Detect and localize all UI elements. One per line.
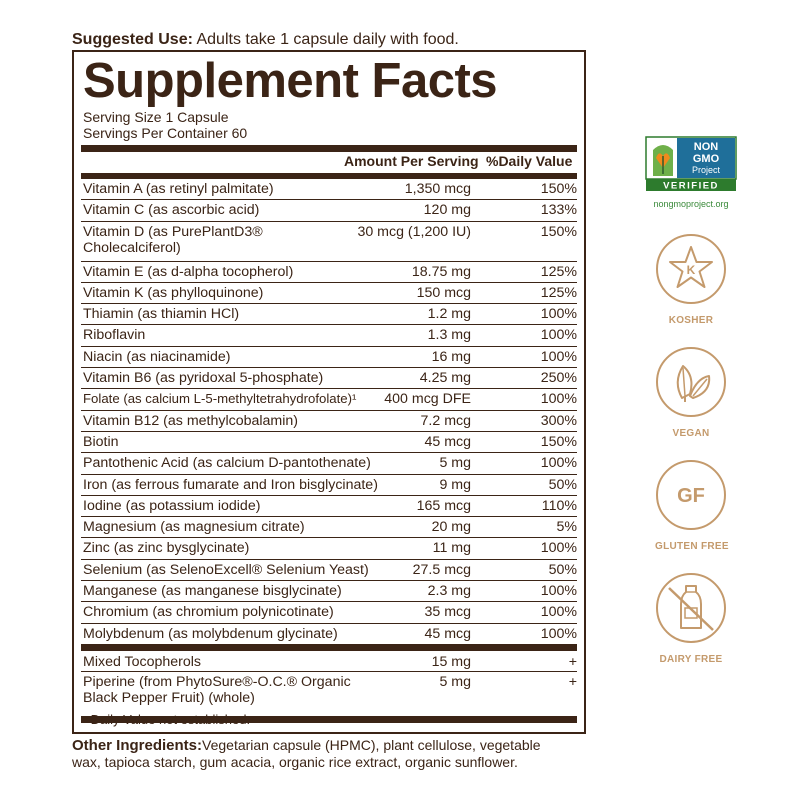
nutrient-amount: 9 mg [439,476,471,493]
nutrient-amount: 18.75 mg [411,263,471,280]
other-ingredients-label: Other Ingredients: [72,737,203,754]
svg-text:Project: Project [691,165,721,175]
nutrient-daily-value: 125% [540,263,577,280]
gluten-free-icon [655,459,727,531]
nutrient-name: Manganese (as manganese bisglycinate) [83,583,342,600]
nutrient-row [81,496,577,517]
nutrient-name: Vitamin K (as phylloquinone) [83,284,264,301]
nutrient-daily-value: 100% [540,583,577,600]
nutrient-daily-value: 300% [540,412,577,429]
nutrient-name: Vitamin C (as ascorbic acid) [83,202,260,219]
nutrient-row [81,672,577,708]
nutrient-amount: 5 mg [439,673,471,690]
nutrient-row [81,200,577,221]
nutrient-row [81,624,577,645]
nutrient-amount: 1.3 mg [427,327,471,344]
nutrient-row [81,389,577,410]
non-gmo-url: nongmoproject.org [653,199,729,209]
nutrient-daily-value: 150% [540,181,577,197]
nutrient-amount: 1.2 mg [427,306,471,323]
nutrient-row [81,538,577,559]
nutrient-daily-value: + [568,673,577,690]
nutrient-daily-value: 5% [556,519,577,536]
facts-title: Supplement Facts [83,54,498,108]
nutrient-amount: 11 mg [432,540,471,557]
other-ingredients-text: Vegetarian capsule (HPMC), plant cellulose, vegetable wax, tapioca starch, gum acacia, organic rice extract, organic sunflower. [72,737,541,770]
nutrient-name: Vitamin A (as retinyl palmitate) [83,181,274,197]
nutrient-name: Selenium (as SelenoExcell® Selenium Yeast) [83,561,369,578]
nutrient-daily-value: 110% [541,497,577,514]
svg-text:VERIFIED: VERIFIED [663,180,719,192]
nutrient-name: Riboflavin [83,327,146,344]
vegan-label: VEGAN [672,428,710,439]
serving-info [83,109,247,141]
nutrient-row [81,475,577,496]
nutrient-amount: 35 mcg [424,604,471,621]
nutrient-name: Vitamin E (as d-alpha tocopherol) [83,263,294,280]
nutrient-amount: 45 mcg [424,433,471,450]
nutrient-name: Iodine (as potassium iodide) [83,497,261,514]
nutrient-name: Vitamin B6 (as pyridoxal 5-phosphate) [83,370,324,387]
header-amount: Amount Per Serving [344,153,479,169]
nutrient-amount: 4.25 mg [419,370,471,387]
nutrient-amount: 5 mg [439,455,471,472]
nutrient-amount: 400 mcg DFE [384,391,471,408]
nutrient-row [81,347,577,368]
milk-bottle-icon [655,572,727,644]
nutrient-daily-value: 133% [540,202,577,219]
nutrient-name: Molybdenum (as molybdenum glycinate) [83,625,338,642]
nutrient-name: Vitamin D (as PurePlantD3® Cholecalciferol) [83,223,263,256]
nutrient-rows [81,179,577,723]
servings-per-container: Servings Per Container 60 [83,125,248,141]
nutrient-row [81,651,577,672]
nutrient-name: Piperine (from PhytoSure®-O.C.® Organic Black Pepper Fruit) (whole) [83,673,351,706]
nutrient-row [81,517,577,538]
kosher-label: KOSHER [668,315,714,326]
nutrient-amount: 30 mcg (1,200 IU) [357,223,471,240]
serving-size: Serving Size 1 Capsule [83,109,229,125]
non-gmo-logo-icon [645,136,737,192]
nutrient-name: Niacin (as niacinamide) [83,348,231,365]
nutrient-name: Chromium (as chromium polynicotinate) [83,604,334,621]
gluten-free-label: GLUTEN FREE [655,541,729,552]
nutrient-amount: 15 mg [431,653,471,670]
nutrient-row [81,179,577,200]
suggested-use [72,30,459,50]
nutrient-amount: 16 mg [431,348,471,365]
header-daily-value: %Daily Value [486,153,573,169]
svg-text:NON: NON [693,141,719,153]
nutrient-daily-value: 50% [548,561,577,578]
nutrient-daily-value: 100% [540,455,577,472]
supplement-facts-panel [72,50,586,734]
nutrient-row [81,453,577,474]
nutrient-amount: 27.5 mcg [412,561,471,578]
nutrient-amount: 45 mcg [424,625,471,642]
nutrient-amount: 165 mcg [416,497,471,514]
nutrient-row [81,283,577,304]
svg-text:K: K [686,263,696,277]
nutrient-row [81,262,577,283]
nutrient-row [81,304,577,325]
nutrient-daily-value: 50% [548,476,577,493]
nutrient-row [81,581,577,602]
nutrient-daily-value: 100% [540,625,577,642]
suggested-use-label: Suggested Use: [72,31,193,48]
nutrient-name: Biotin [83,433,119,450]
nutrient-row [81,560,577,581]
nutrient-name: Magnesium (as magnesium citrate) [83,519,305,536]
nutrient-daily-value: + [568,653,577,670]
nutrient-name: Vitamin B12 (as methylcobalamin) [83,412,299,429]
nutrient-row [81,325,577,346]
nutrient-amount: 20 mg [431,519,471,536]
svg-text:GF: GF [677,485,705,507]
nutrient-daily-value: 100% [540,348,577,365]
dairy-free-badge [655,572,727,665]
kosher-star-icon [655,233,727,305]
gluten-free-badge [655,459,727,552]
svg-text:GMO: GMO [692,153,720,165]
nutrient-daily-value: 150% [540,433,577,450]
non-gmo-badge [645,136,737,209]
nutrient-name: Pantothenic Acid (as calcium D-pantothenate) [83,455,371,472]
thick-divider [81,145,577,152]
nutrient-daily-value: 100% [540,306,577,323]
nutrient-name: Folate (as calcium L-5-methyltetrahydrofolate)¹ [83,391,357,407]
nutrient-row [81,602,577,623]
nutrient-daily-value: 125% [540,284,577,301]
nutrient-daily-value: 150% [540,223,577,240]
nutrient-amount: 7.2 mcg [420,412,471,429]
nutrient-name: Thiamin (as thiamin HCl) [83,306,240,323]
footnote: +Daily Value not established. [83,712,251,727]
other-ingredients [72,737,572,770]
nutrient-row [81,411,577,432]
nutrient-amount: 120 mg [423,202,471,219]
suggested-use-text: Adults take 1 capsule daily with food. [192,31,459,48]
leaf-icon [655,346,727,418]
nutrient-daily-value: 100% [540,327,577,344]
nutrient-amount: 150 mcg [416,284,471,301]
nutrient-daily-value: 100% [540,540,577,557]
nutrient-daily-value: 100% [540,391,577,408]
dairy-free-label: DAIRY FREE [659,654,723,665]
nutrient-row [81,368,577,389]
nutrient-row [81,222,577,262]
vegan-badge [655,346,727,439]
nutrient-row [81,432,577,453]
nutrient-daily-value: 100% [540,604,577,621]
nutrient-amount: 2.3 mg [427,583,471,600]
nutrient-daily-value: 250% [540,370,577,387]
nutrient-name: Mixed Tocopherols [83,653,202,670]
nutrient-amount: 1,350 mcg [404,181,471,197]
kosher-badge [655,233,727,326]
nutrient-name: Iron (as ferrous fumarate and Iron bisglycinate) [83,476,378,493]
nutrient-name: Zinc (as zinc bysglycinate) [83,540,250,557]
